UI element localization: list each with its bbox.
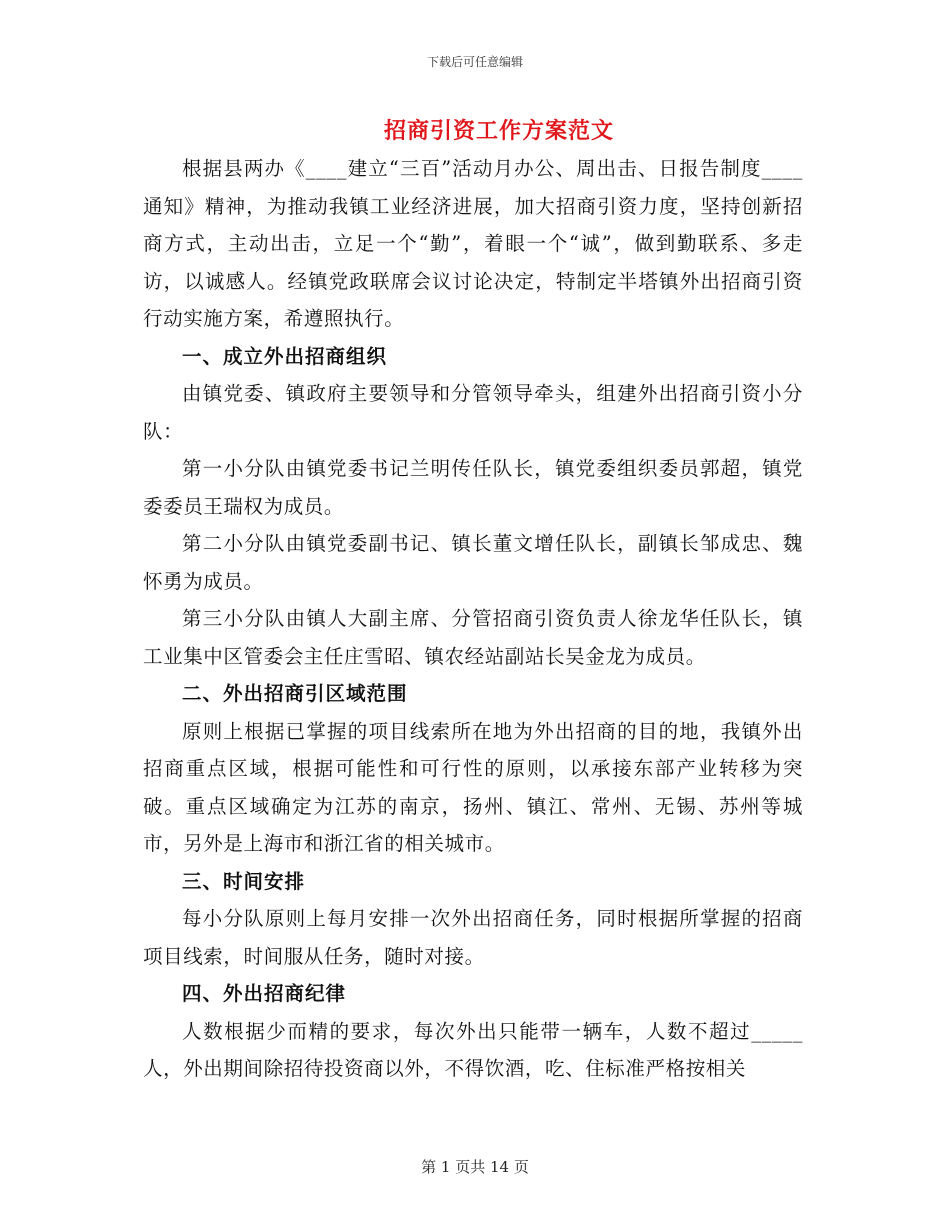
header-note: 下载后可任意编辑 (426, 55, 523, 69)
paragraph: 每小分队原则上每月安排一次外出招商任务，同时根据所掌握的招商项目线索，时间服从任务，随时对接。 (143, 907, 803, 968)
section-heading-2: 二、外出招商引区域范围 (182, 682, 408, 705)
page-number: 第 1 页共 14 页 (421, 1158, 529, 1176)
paragraph-intro: 根据县两办《____建立“三百”活动月办公、周出击、日报告制度____通知》精神，为推动我镇工业经济进展，加大招商引资力度，坚持创新招商方式，主动出击，立足一个“勤”，着眼一个“诚”，做到勤联系、多走访，以诚感人。经镇党政联席会议讨论决定，特制定半塔镇外出招商引资行动实施方案，希遵照执行。 (143, 157, 803, 330)
paragraph: 人数根据少而精的要求，每次外出只能带一辆车，人数不超过_____人，外出期间除招待投资商以外，不得饮酒，吃、住标准严格按相关 (143, 1019, 803, 1080)
document-body (143, 150, 803, 1088)
section-heading-1: 一、成立外出招商组织 (182, 344, 388, 368)
paragraph: 原则上根据已掌握的项目线索所在地为外出招商的目的地，我镇外出招商重点区域，根据可能性和可行性的原则，以承接东部产业转移为突破。重点区域确定为江苏的南京，扬州、镇江、常州、无锡、苏州等城市，另外是上海市和浙江省的相关城市。 (143, 719, 803, 855)
document-title: 招商引资工作方案范文 (383, 119, 614, 144)
paragraph: 第一小分队由镇党委书记兰明传任队长，镇党委组织委员郭超，镇党委委员王瑞权为成员。 (143, 457, 803, 518)
section-heading-3: 三、时间安排 (182, 869, 306, 893)
paragraph: 第二小分队由镇党委副书记、镇长董文增任队长，副镇长邹成忠、魏怀勇为成员。 (143, 532, 803, 593)
paragraph: 由镇党委、镇政府主要领导和分管领导牵头，组建外出招商引资小分队： (143, 382, 803, 443)
paragraph: 第三小分队由镇人大副主席、分管招商引资负责人徐龙华任队长，镇工业集中区管委会主任庄雪昭、镇农经站副站长吴金龙为成员。 (143, 607, 803, 668)
section-heading-4: 四、外出招商纪律 (182, 982, 347, 1005)
